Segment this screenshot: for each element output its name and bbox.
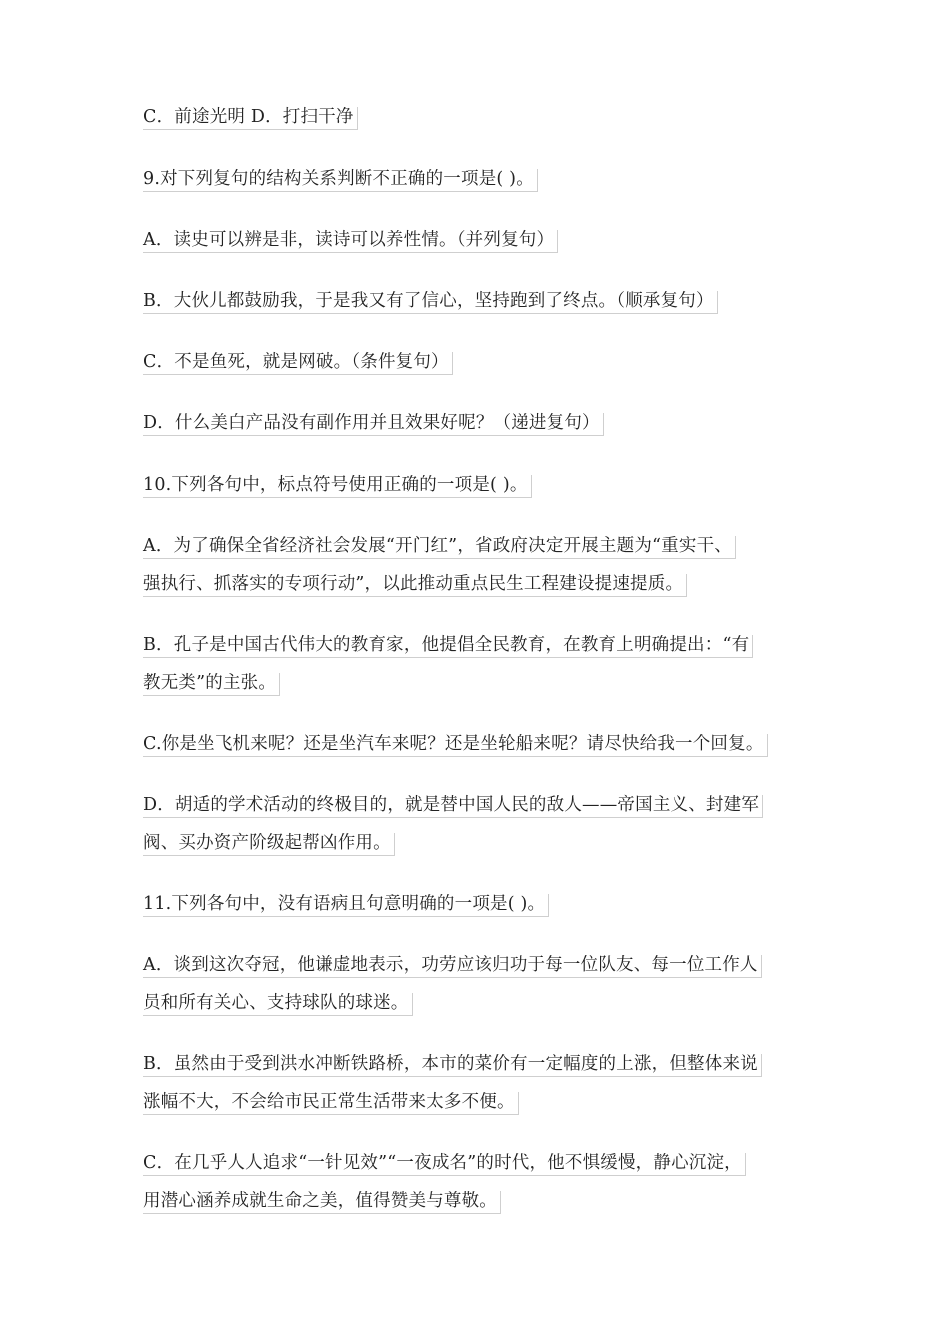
text-line: D．什么美白产品没有副作用并且效果好呢？（递进复句） (143, 413, 604, 436)
option-line (143, 993, 413, 1016)
text-line: 教无类”的主张。 (143, 673, 280, 696)
option-line (143, 413, 604, 436)
option-line (143, 795, 763, 818)
text-line: 强执行、抓落实的专项行动”，以此推动重点民生工程建设提速提质。 (143, 574, 687, 597)
option-line (143, 955, 762, 978)
text-line: A．谈到这次夺冠，他谦虚地表示，功劳应该归功于每一位队友、每一位工作人 (143, 955, 762, 978)
option-line (143, 1054, 762, 1077)
text-line: 9.对下列复句的结构关系判断不正确的一项是( )。 (143, 169, 538, 192)
question-11 (143, 894, 549, 917)
text-line: 阀、买办资产阶级起帮凶作用。 (143, 833, 395, 856)
text-line: A．为了确保全省经济社会发展“开门红”，省政府决定开展主题为“重实干、 (143, 536, 736, 559)
text-line: C．前途光明 D．打扫干净 (143, 107, 358, 130)
question-9 (143, 169, 538, 192)
question-10 (143, 475, 532, 498)
text-line: B．虽然由于受到洪水冲断铁路桥，本市的菜价有一定幅度的上涨，但整体来说 (143, 1054, 762, 1077)
option-line (143, 1153, 746, 1176)
text-line: 员和所有关心、支持球队的球迷。 (143, 993, 413, 1016)
option-line (143, 230, 558, 253)
text-line: 10.下列各句中，标点符号使用正确的一项是( )。 (143, 475, 532, 498)
option-line (143, 352, 453, 375)
option-line (143, 1092, 519, 1115)
text-line: C．在几乎人人追求“一针见效”“一夜成名”的时代，他不惧缓慢，静心沉淀， (143, 1153, 746, 1176)
option-line (143, 574, 687, 597)
text-line: D．胡适的学术活动的终极目的，就是替中国人民的敌人——帝国主义、封建军 (143, 795, 763, 818)
text-line: A．读史可以辨是非，读诗可以养性情。（并列复句） (143, 230, 558, 253)
text-line: 11.下列各句中，没有语病且句意明确的一项是( )。 (143, 894, 549, 917)
text-line: C.你是坐飞机来呢？还是坐汽车来呢？还是坐轮船来呢？请尽快给我一个回复。 (143, 734, 768, 757)
option-line (143, 734, 768, 757)
option-line (143, 107, 358, 130)
option-line (143, 635, 753, 658)
option-line (143, 833, 395, 856)
option-line (143, 1191, 501, 1214)
text-line: 涨幅不大，不会给市民正常生活带来太多不便。 (143, 1092, 519, 1115)
text-line: C．不是鱼死，就是网破。（条件复句） (143, 352, 453, 375)
option-line (143, 291, 718, 314)
text-line: 用潜心涵养成就生命之美，值得赞美与尊敬。 (143, 1191, 501, 1214)
option-line (143, 673, 280, 696)
text-line: B．孔子是中国古代伟大的教育家，他提倡全民教育，在教育上明确提出：“有 (143, 635, 753, 658)
text-line: B．大伙儿都鼓励我，于是我又有了信心，坚持跑到了终点。（顺承复句） (143, 291, 718, 314)
option-line (143, 536, 736, 559)
